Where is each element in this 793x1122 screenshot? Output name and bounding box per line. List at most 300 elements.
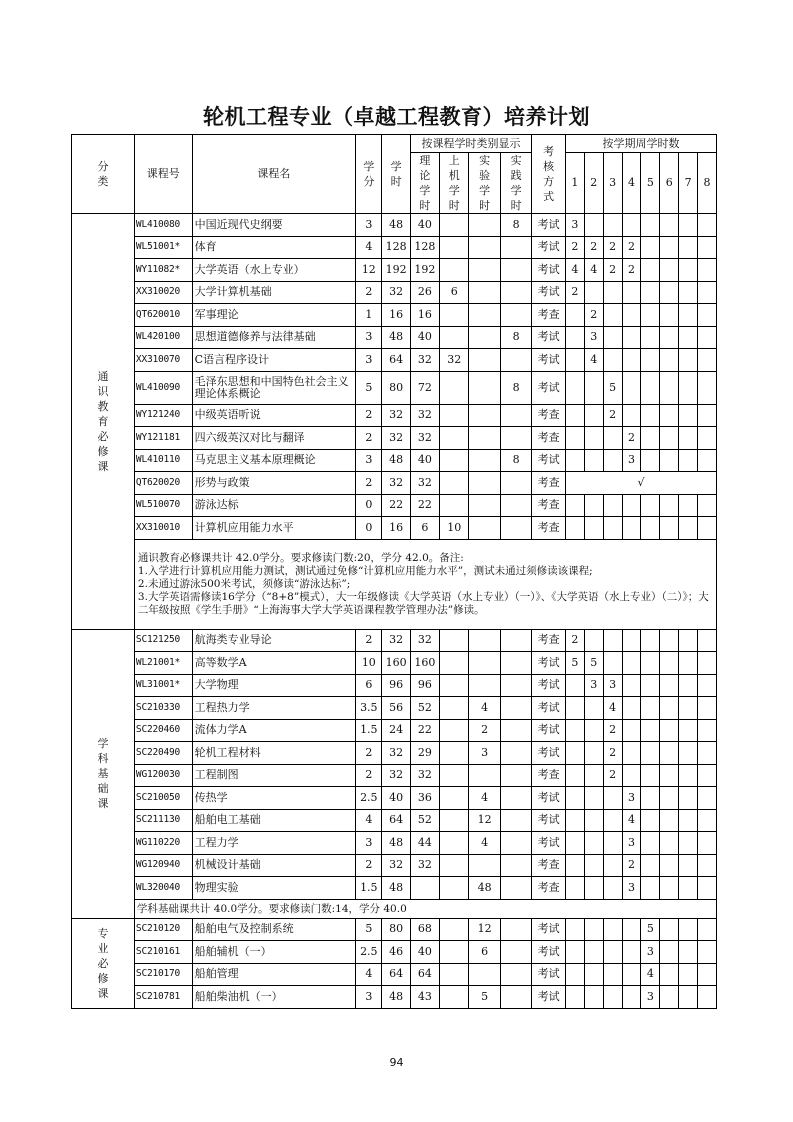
course-semester-hours bbox=[679, 304, 698, 327]
course-semester-hours bbox=[698, 629, 717, 652]
course-assess: 考试 bbox=[532, 281, 566, 304]
course-semester-hours: 3 bbox=[641, 986, 660, 1009]
course-semester-hours bbox=[603, 494, 622, 517]
course-semester-hours bbox=[565, 371, 584, 404]
course-semester-hours bbox=[698, 494, 717, 517]
course-semester-hours bbox=[622, 629, 641, 652]
course-computer bbox=[440, 427, 469, 450]
course-semester-hours bbox=[641, 629, 660, 652]
course-semester-hours bbox=[660, 236, 679, 259]
course-name: 大学计算机基础 bbox=[192, 281, 356, 304]
course-semester-hours bbox=[660, 764, 679, 787]
course-semester-hours bbox=[603, 941, 622, 964]
course-code: WG120940 bbox=[134, 854, 192, 877]
course-assess: 考试 bbox=[532, 674, 566, 697]
course-semester-hours bbox=[584, 986, 603, 1009]
table-row bbox=[72, 787, 717, 810]
course-name: 中国近现代史纲要 bbox=[192, 214, 356, 237]
course-semester-hours bbox=[660, 941, 679, 964]
course-semester-hours bbox=[660, 719, 679, 742]
course-lab bbox=[469, 404, 500, 427]
course-semester-hours bbox=[565, 764, 584, 787]
course-semester-hours bbox=[679, 326, 698, 349]
course-credits: 3 bbox=[356, 986, 382, 1009]
table-row bbox=[72, 236, 717, 259]
course-lab: 4 bbox=[469, 697, 500, 720]
course-semester-hours: 2 bbox=[565, 629, 584, 652]
course-theory: 32 bbox=[410, 404, 439, 427]
course-theory: 72 bbox=[410, 371, 439, 404]
course-computer bbox=[440, 832, 469, 855]
header-semester: 7 bbox=[679, 153, 698, 214]
course-computer bbox=[440, 764, 469, 787]
course-practice bbox=[500, 697, 531, 720]
course-semester-hours bbox=[641, 764, 660, 787]
table-row bbox=[72, 918, 717, 941]
course-name: 游泳达标 bbox=[192, 494, 356, 517]
course-hours: 48 bbox=[382, 832, 410, 855]
course-credits: 2 bbox=[356, 854, 382, 877]
course-practice bbox=[500, 963, 531, 986]
course-code: WL320040 bbox=[134, 877, 192, 900]
course-hours: 32 bbox=[382, 281, 410, 304]
course-semester-hours bbox=[679, 236, 698, 259]
course-credits: 10 bbox=[356, 652, 382, 675]
course-credits: 4 bbox=[356, 236, 382, 259]
course-semester-hours bbox=[584, 854, 603, 877]
course-computer bbox=[440, 326, 469, 349]
course-semester-hours bbox=[584, 371, 603, 404]
course-semester-hours bbox=[679, 494, 698, 517]
category-cell: 学科基础课 bbox=[72, 629, 135, 918]
course-code: WY121181 bbox=[134, 427, 192, 450]
course-lab bbox=[469, 281, 500, 304]
course-code: WL510070 bbox=[134, 494, 192, 517]
course-name: 思想道德修养与法律基础 bbox=[192, 326, 356, 349]
course-semester-hours: 4 bbox=[584, 259, 603, 282]
course-name: 军事理论 bbox=[192, 304, 356, 327]
course-semester-hours bbox=[622, 494, 641, 517]
course-lab bbox=[469, 449, 500, 472]
course-semester-hours bbox=[698, 326, 717, 349]
course-computer bbox=[440, 809, 469, 832]
course-semester-hours bbox=[698, 742, 717, 765]
course-semester-hours: 2 bbox=[622, 259, 641, 282]
course-computer bbox=[440, 404, 469, 427]
course-name: 体育 bbox=[192, 236, 356, 259]
course-semester-mark: √ bbox=[565, 472, 716, 495]
course-semester-hours: 2 bbox=[565, 281, 584, 304]
course-practice bbox=[500, 854, 531, 877]
course-semester-hours: 5 bbox=[565, 652, 584, 675]
course-semester-hours: 4 bbox=[622, 809, 641, 832]
course-theory: 44 bbox=[410, 832, 439, 855]
course-hours: 64 bbox=[382, 349, 410, 372]
course-hours: 16 bbox=[382, 517, 410, 540]
table-row bbox=[72, 854, 717, 877]
course-semester-hours bbox=[679, 427, 698, 450]
course-assess: 考试 bbox=[532, 652, 566, 675]
course-code: XX310070 bbox=[134, 349, 192, 372]
header-assessment: 考核方式 bbox=[532, 135, 566, 214]
course-semester-hours bbox=[641, 449, 660, 472]
course-name: 形势与政策 bbox=[192, 472, 356, 495]
course-theory bbox=[410, 877, 439, 900]
header-weekly-hours: 按学期周学时数 bbox=[565, 135, 716, 153]
course-semester-hours bbox=[641, 652, 660, 675]
course-name: 中级英语听说 bbox=[192, 404, 356, 427]
course-semester-hours bbox=[622, 404, 641, 427]
course-hours: 48 bbox=[382, 986, 410, 1009]
course-practice: 8 bbox=[500, 326, 531, 349]
course-code: SC210330 bbox=[134, 697, 192, 720]
course-code: WG110220 bbox=[134, 832, 192, 855]
course-theory: 26 bbox=[410, 281, 439, 304]
course-semester-hours bbox=[641, 236, 660, 259]
course-hours: 16 bbox=[382, 304, 410, 327]
course-lab: 2 bbox=[469, 719, 500, 742]
course-semester-hours bbox=[698, 427, 717, 450]
course-assess: 考试 bbox=[532, 259, 566, 282]
course-code: WL410110 bbox=[134, 449, 192, 472]
course-code: SC220460 bbox=[134, 719, 192, 742]
course-semester-hours: 3 bbox=[641, 941, 660, 964]
course-name: 船舶电工基础 bbox=[192, 809, 356, 832]
course-name: 工程制图 bbox=[192, 764, 356, 787]
course-assess: 考试 bbox=[532, 742, 566, 765]
course-hours: 40 bbox=[382, 787, 410, 810]
course-semester-hours bbox=[679, 832, 698, 855]
course-semester-hours bbox=[660, 697, 679, 720]
course-name: 船舶柴油机（一） bbox=[192, 986, 356, 1009]
course-semester-hours: 5 bbox=[584, 652, 603, 675]
table-row bbox=[72, 674, 717, 697]
course-name: 航海类专业导论 bbox=[192, 629, 356, 652]
course-practice: 8 bbox=[500, 214, 531, 237]
course-code: SC210161 bbox=[134, 941, 192, 964]
course-semester-hours bbox=[660, 652, 679, 675]
course-semester-hours: 2 bbox=[565, 236, 584, 259]
course-assess: 考试 bbox=[532, 719, 566, 742]
course-name: 计算机应用能力水平 bbox=[192, 517, 356, 540]
course-semester-hours bbox=[641, 304, 660, 327]
course-practice bbox=[500, 918, 531, 941]
course-semester-hours bbox=[698, 404, 717, 427]
course-practice bbox=[500, 427, 531, 450]
course-lab bbox=[469, 349, 500, 372]
course-assess: 考试 bbox=[532, 326, 566, 349]
course-practice bbox=[500, 674, 531, 697]
course-semester-hours bbox=[679, 854, 698, 877]
course-theory: 192 bbox=[410, 259, 439, 282]
course-semester-hours bbox=[565, 404, 584, 427]
course-semester-hours bbox=[622, 986, 641, 1009]
course-computer bbox=[440, 986, 469, 1009]
header-semester: 8 bbox=[698, 153, 717, 214]
course-code: WL420100 bbox=[134, 326, 192, 349]
course-code: SC210120 bbox=[134, 918, 192, 941]
course-assess: 考试 bbox=[532, 236, 566, 259]
course-theory: 64 bbox=[410, 963, 439, 986]
course-semester-hours bbox=[679, 787, 698, 810]
table-row bbox=[72, 697, 717, 720]
course-semester-hours bbox=[641, 719, 660, 742]
course-credits: 1 bbox=[356, 304, 382, 327]
course-semester-hours bbox=[698, 652, 717, 675]
course-theory: 40 bbox=[410, 449, 439, 472]
course-hours: 32 bbox=[382, 427, 410, 450]
course-semester-hours bbox=[565, 986, 584, 1009]
course-credits: 4 bbox=[356, 809, 382, 832]
course-code: SC210170 bbox=[134, 963, 192, 986]
course-semester-hours bbox=[603, 326, 622, 349]
course-credits: 2.5 bbox=[356, 941, 382, 964]
course-theory: 32 bbox=[410, 349, 439, 372]
course-semester-hours bbox=[698, 304, 717, 327]
course-semester-hours: 3 bbox=[584, 326, 603, 349]
table-row bbox=[72, 652, 717, 675]
course-semester-hours bbox=[641, 214, 660, 237]
course-code: SC211130 bbox=[134, 809, 192, 832]
table-row bbox=[72, 494, 717, 517]
course-semester-hours bbox=[660, 404, 679, 427]
course-semester-hours bbox=[603, 214, 622, 237]
course-lab bbox=[469, 764, 500, 787]
course-assess: 考试 bbox=[532, 809, 566, 832]
table-row bbox=[72, 719, 717, 742]
course-semester-hours bbox=[679, 719, 698, 742]
course-computer bbox=[440, 494, 469, 517]
course-code: WG120030 bbox=[134, 764, 192, 787]
course-lab bbox=[469, 517, 500, 540]
course-assess: 考试 bbox=[532, 918, 566, 941]
course-credits: 5 bbox=[356, 371, 382, 404]
course-semester-hours bbox=[584, 517, 603, 540]
course-semester-hours bbox=[698, 719, 717, 742]
course-semester-hours bbox=[584, 941, 603, 964]
course-semester-hours bbox=[698, 809, 717, 832]
header-semester: 3 bbox=[603, 153, 622, 214]
course-semester-hours bbox=[584, 918, 603, 941]
course-semester-hours bbox=[603, 652, 622, 675]
course-semester-hours bbox=[641, 371, 660, 404]
course-lab bbox=[469, 494, 500, 517]
course-semester-hours bbox=[679, 214, 698, 237]
course-semester-hours bbox=[584, 719, 603, 742]
course-semester-hours bbox=[679, 629, 698, 652]
course-computer bbox=[440, 697, 469, 720]
course-semester-hours bbox=[584, 832, 603, 855]
course-semester-hours: 2 bbox=[603, 259, 622, 282]
course-semester-hours bbox=[698, 697, 717, 720]
course-semester-hours bbox=[679, 742, 698, 765]
course-practice bbox=[500, 349, 531, 372]
course-semester-hours bbox=[679, 877, 698, 900]
table-row bbox=[72, 472, 717, 495]
course-code: XX310020 bbox=[134, 281, 192, 304]
course-semester-hours: 4 bbox=[584, 349, 603, 372]
course-name: 船舶管理 bbox=[192, 963, 356, 986]
training-plan-table bbox=[71, 134, 717, 1009]
course-practice bbox=[500, 941, 531, 964]
table-row bbox=[72, 214, 717, 237]
course-semester-hours: 2 bbox=[584, 236, 603, 259]
course-code: SC220490 bbox=[134, 742, 192, 765]
course-semester-hours bbox=[698, 854, 717, 877]
course-semester-hours bbox=[622, 281, 641, 304]
course-semester-hours bbox=[603, 918, 622, 941]
course-practice bbox=[500, 877, 531, 900]
course-computer bbox=[440, 472, 469, 495]
course-theory: 36 bbox=[410, 787, 439, 810]
course-computer bbox=[440, 304, 469, 327]
course-computer bbox=[440, 941, 469, 964]
course-hours: 32 bbox=[382, 742, 410, 765]
course-semester-hours bbox=[584, 697, 603, 720]
course-semester-hours: 3 bbox=[622, 787, 641, 810]
course-hours: 64 bbox=[382, 809, 410, 832]
course-semester-hours bbox=[641, 517, 660, 540]
table-row bbox=[72, 281, 717, 304]
course-semester-hours bbox=[584, 404, 603, 427]
course-computer bbox=[440, 236, 469, 259]
course-practice bbox=[500, 517, 531, 540]
course-semester-hours bbox=[660, 809, 679, 832]
course-semester-hours bbox=[641, 742, 660, 765]
course-semester-hours bbox=[698, 963, 717, 986]
course-semester-hours bbox=[679, 259, 698, 282]
course-computer: 32 bbox=[440, 349, 469, 372]
course-credits: 2 bbox=[356, 472, 382, 495]
course-credits: 3 bbox=[356, 449, 382, 472]
course-semester-hours bbox=[565, 877, 584, 900]
course-credits: 6 bbox=[356, 674, 382, 697]
course-semester-hours bbox=[660, 517, 679, 540]
course-assess: 考试 bbox=[532, 963, 566, 986]
course-computer bbox=[440, 259, 469, 282]
course-semester-hours bbox=[603, 517, 622, 540]
table-row bbox=[72, 404, 717, 427]
table-row bbox=[72, 809, 717, 832]
course-semester-hours bbox=[660, 214, 679, 237]
course-semester-hours bbox=[660, 259, 679, 282]
course-semester-hours bbox=[584, 494, 603, 517]
course-hours: 48 bbox=[382, 449, 410, 472]
course-credits: 2.5 bbox=[356, 787, 382, 810]
course-assess: 考查 bbox=[532, 877, 566, 900]
course-semester-hours bbox=[698, 281, 717, 304]
course-theory: 52 bbox=[410, 697, 439, 720]
course-practice bbox=[500, 764, 531, 787]
table-row bbox=[72, 427, 717, 450]
course-credits: 2 bbox=[356, 404, 382, 427]
course-semester-hours bbox=[679, 281, 698, 304]
course-semester-hours bbox=[660, 449, 679, 472]
course-theory: 40 bbox=[410, 941, 439, 964]
course-semester-hours bbox=[679, 809, 698, 832]
course-practice bbox=[500, 304, 531, 327]
course-semester-hours bbox=[698, 787, 717, 810]
course-semester-hours bbox=[622, 719, 641, 742]
course-assess: 考试 bbox=[532, 697, 566, 720]
course-semester-hours bbox=[622, 918, 641, 941]
course-lab: 4 bbox=[469, 832, 500, 855]
header-credits: 学分 bbox=[356, 135, 382, 214]
course-semester-hours: 3 bbox=[565, 214, 584, 237]
course-semester-hours bbox=[565, 963, 584, 986]
course-semester-hours bbox=[660, 854, 679, 877]
course-name: 毛泽东思想和中国特色社会主义理论体系概论 bbox=[192, 371, 356, 404]
table-row bbox=[72, 449, 717, 472]
course-semester-hours bbox=[584, 764, 603, 787]
course-assess: 考试 bbox=[532, 449, 566, 472]
course-semester-hours: 2 bbox=[603, 404, 622, 427]
course-credits: 2 bbox=[356, 427, 382, 450]
course-credits: 2 bbox=[356, 742, 382, 765]
course-credits: 4 bbox=[356, 963, 382, 986]
course-semester-hours bbox=[679, 986, 698, 1009]
course-semester-hours bbox=[565, 832, 584, 855]
course-code: WL410080 bbox=[134, 214, 192, 237]
course-lab: 3 bbox=[469, 742, 500, 765]
course-hours: 32 bbox=[382, 854, 410, 877]
course-computer bbox=[440, 918, 469, 941]
course-semester-hours bbox=[565, 742, 584, 765]
course-theory: 96 bbox=[410, 674, 439, 697]
header-semester: 1 bbox=[565, 153, 584, 214]
course-hours: 48 bbox=[382, 326, 410, 349]
course-semester-hours bbox=[565, 787, 584, 810]
course-practice bbox=[500, 719, 531, 742]
course-theory: 160 bbox=[410, 652, 439, 675]
course-semester-hours bbox=[641, 787, 660, 810]
course-semester-hours bbox=[660, 832, 679, 855]
course-semester-hours bbox=[565, 719, 584, 742]
course-semester-hours bbox=[660, 877, 679, 900]
course-code: WL21001* bbox=[134, 652, 192, 675]
course-theory: 29 bbox=[410, 742, 439, 765]
course-hours: 80 bbox=[382, 918, 410, 941]
course-computer bbox=[440, 629, 469, 652]
header-semester: 6 bbox=[660, 153, 679, 214]
course-semester-hours bbox=[698, 877, 717, 900]
course-semester-hours bbox=[698, 214, 717, 237]
course-semester-hours bbox=[698, 371, 717, 404]
course-semester-hours bbox=[698, 941, 717, 964]
course-semester-hours bbox=[603, 787, 622, 810]
course-theory: 22 bbox=[410, 719, 439, 742]
course-semester-hours bbox=[641, 326, 660, 349]
course-semester-hours bbox=[603, 349, 622, 372]
course-semester-hours bbox=[641, 494, 660, 517]
course-code: SC210050 bbox=[134, 787, 192, 810]
table-row bbox=[72, 259, 717, 282]
course-credits: 12 bbox=[356, 259, 382, 282]
course-semester-hours: 3 bbox=[622, 832, 641, 855]
header-practice: 实践学时 bbox=[500, 153, 531, 214]
course-lab bbox=[469, 236, 500, 259]
course-semester-hours bbox=[622, 742, 641, 765]
page-title: 轮机工程专业（卓越工程教育）培养计划 bbox=[203, 105, 590, 129]
course-code: WL31001* bbox=[134, 674, 192, 697]
course-hours: 160 bbox=[382, 652, 410, 675]
course-assess: 考查 bbox=[532, 304, 566, 327]
course-semester-hours bbox=[622, 349, 641, 372]
course-semester-hours bbox=[565, 326, 584, 349]
course-theory: 32 bbox=[410, 764, 439, 787]
course-semester-hours bbox=[565, 427, 584, 450]
course-semester-hours bbox=[679, 652, 698, 675]
